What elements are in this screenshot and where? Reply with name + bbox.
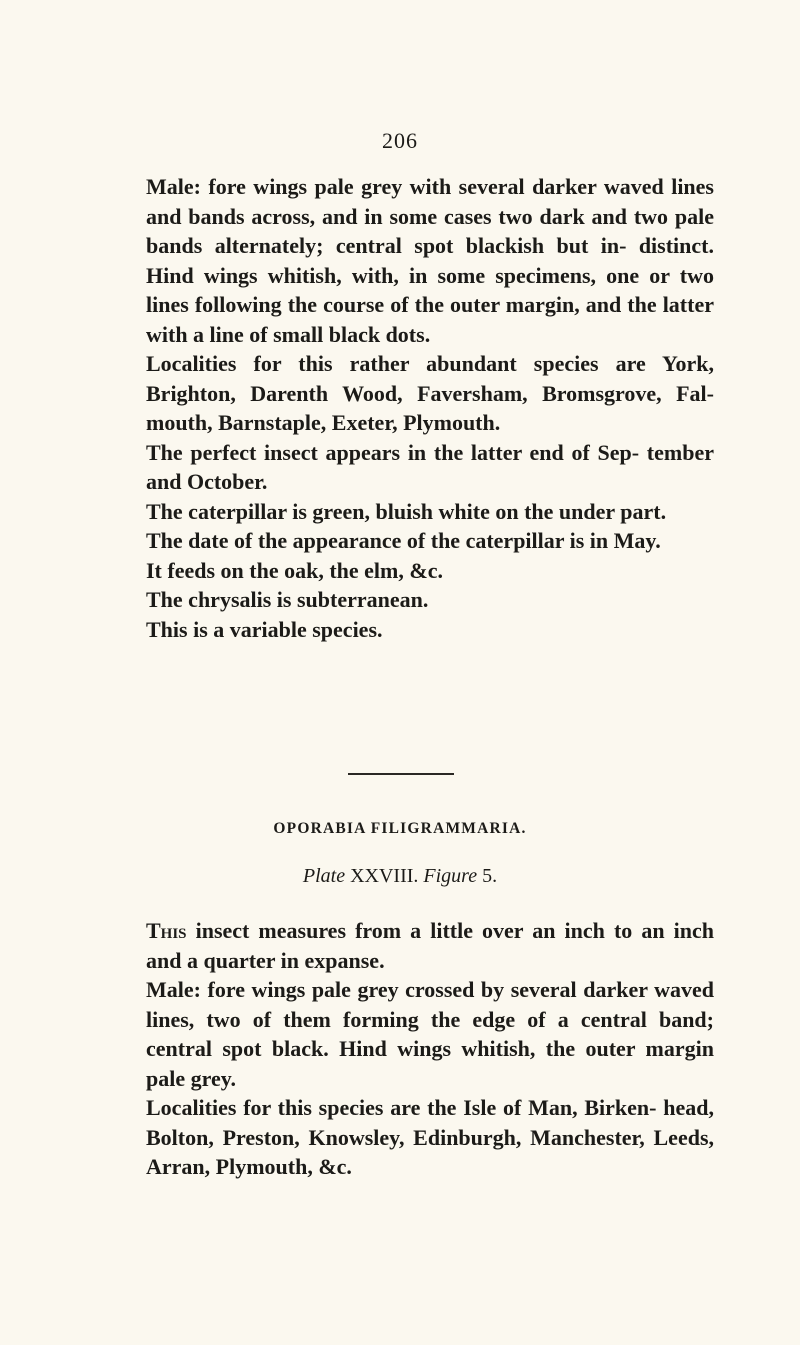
paragraph-male-description-2: Male: fore wings pale grey crossed by several darker waved lines, two of them forming the edge of a central band; central spot black. Hind wings whitish, the outer margin pale grey.: [146, 977, 714, 1091]
figure-number: 5.: [482, 865, 498, 887]
paragraph-chrysalis: The chrysalis is subterranean.: [146, 587, 429, 612]
species-heading: OPORABIA FILIGRAMMARIA.: [273, 820, 527, 837]
page-number: 206: [382, 128, 418, 153]
text-block-previous-species: [122, 172, 714, 644]
paragraph-localities-2: Localities for this species are the Isle of Man, Birken- head, Bolton, Preston, Knowsley, Edinburgh, Manchester, Leeds, Arran, Plymouth, &c.: [146, 1095, 714, 1179]
paragraph-food: It feeds on the oak, the elm, &c.: [146, 557, 443, 583]
figure-label: Figure: [423, 865, 478, 887]
paragraph-perfect-insect: The perfect insect appears in the latter end of Sep- tember and October.: [146, 439, 714, 494]
paragraph-caterpillar: The caterpillar is green, bluish white on the under part.: [146, 498, 667, 524]
plate-number: XXVIII.: [350, 865, 419, 887]
paragraph-male-description: Male: fore wings pale grey with several darker waved lines and bands across, and in some cases two dark and two pale bands alternately; central spot blackish but in- distinct. Hind wings whitish, with, in some specimens, one or two lines following the course of the outer margin, and the latter with a line of small black dots.: [146, 174, 714, 347]
paragraph-size: [122, 916, 714, 975]
paragraph-localities: Localities for this rather abundant species are York, Brighton, Darenth Wood, Faversham, Bromsgrove, Fal- mouth, Barnstaple, Exeter, Plymouth.: [146, 351, 714, 435]
paragraph-variable: This is a variable species.: [146, 616, 383, 642]
paragraph-caterpillar-date: The date of the appearance of the caterpillar is in May.: [146, 528, 661, 553]
plate-label: Plate: [302, 865, 346, 887]
opening-word: This: [146, 918, 187, 943]
section-divider: [348, 773, 454, 775]
plate-reference: [0, 865, 800, 888]
text-block-oporabia: [122, 916, 714, 1182]
paragraph-size-text: insect measures from a little over an inch to an inch and a quarter in expanse.: [146, 918, 714, 973]
